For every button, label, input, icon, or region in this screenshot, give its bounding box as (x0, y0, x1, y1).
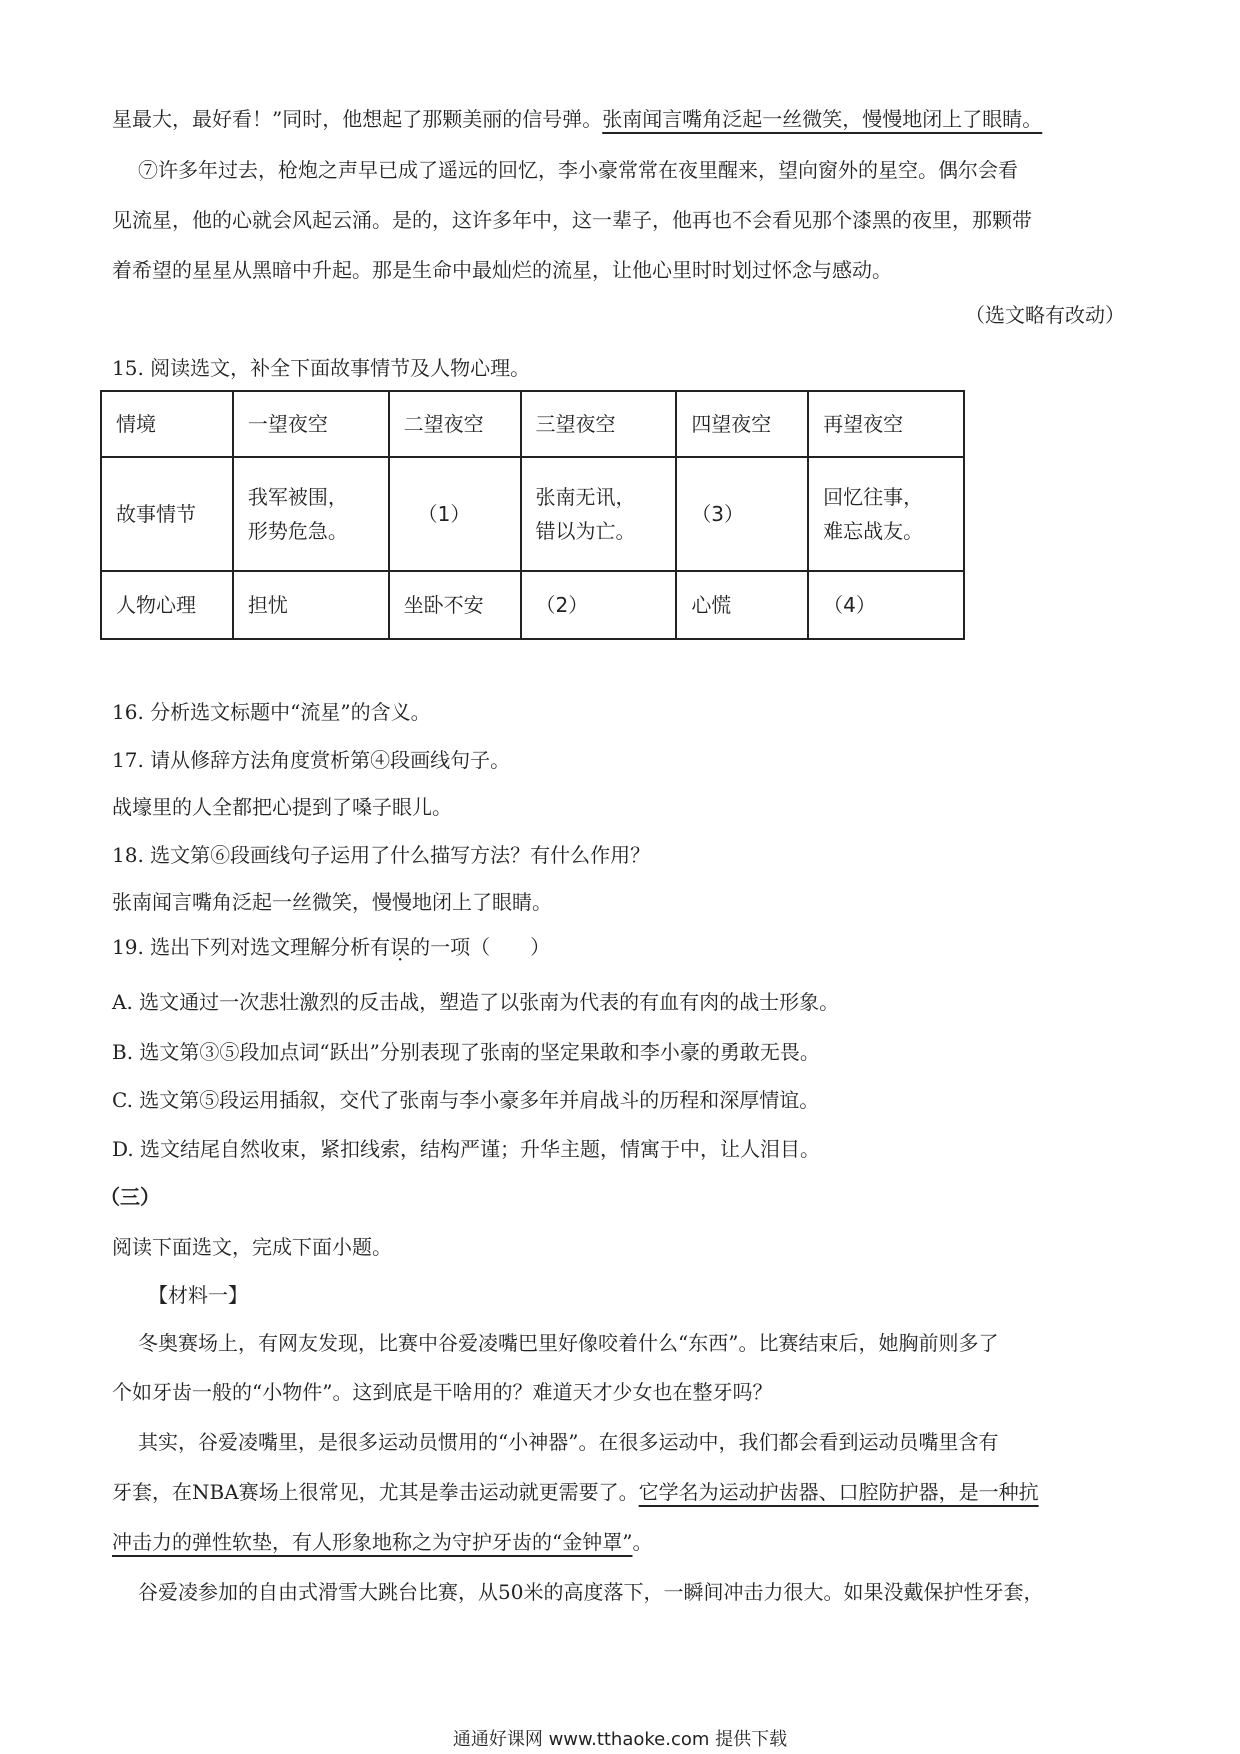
underlined-sentence: 它学名为运动护齿器、口腔防护器，是一种抗 (638, 1480, 1039, 1504)
material-paragraph-line: 冲击力的弹性软垫，有人形象地称之为守护牙齿的“金钟罩”。 (112, 1530, 653, 1554)
table-header-cell: 四望夜空 (676, 391, 808, 457)
table-cell-blank-4[interactable]: （4） (808, 571, 964, 639)
table-cell: 心慌 (676, 571, 808, 639)
underlined-sentence: 张南闻言嘴角泛起一丝微笑，慢慢地闭上了眼睛。 (602, 107, 1043, 131)
material-paragraph-line: 其实，谷爱凌嘴里，是很多运动员惯用的“小神器”。在很多运动中，我们都会看到运动员嘴里含有 (138, 1430, 999, 1454)
material-paragraph-line: 冬奥赛场上，有网友发现，比赛中谷爱凌嘴巴里好像咬着什么“东西”。比赛结束后，她胸前则多了 (138, 1331, 999, 1355)
underlined-sentence: 冲击力的弹性软垫，有人形象地称之为守护牙齿的“金钟罩” (112, 1530, 633, 1554)
material-paragraph-line: 牙套，在NBA赛场上很常见，尤其是拳击运动就更需要了。它学名为运动护齿器、口腔防护器，是一种抗 (112, 1480, 1039, 1504)
paragraph-7-line-3: 着希望的星星从黑暗中升起。那是生命中最灿烂的流星，让他心里时时划过怀念与感动。 (112, 258, 892, 282)
option-a[interactable]: A. 选文通过一次悲壮激烈的反击战，塑造了以张南为代表的有血有肉的战士形象。 (112, 990, 840, 1014)
table-header-cell: 三望夜空 (521, 391, 677, 457)
option-b[interactable]: B. 选文第③⑤段加点词“跃出”分别表现了张南的坚定果敢和李小豪的勇敢无畏。 (112, 1040, 820, 1064)
question-17-prompt: 17. 请从修辞方法角度赏析第④段画线句子。 (112, 748, 511, 772)
table-row (101, 571, 964, 639)
question-19-prompt: 19. 选出下列对选文理解分析有误的一项（ ） (112, 935, 551, 959)
table-cell-blank-1[interactable]: （1） (389, 457, 521, 571)
material-paragraph-line: 个如牙齿一般的“小物件”。这到底是干啥用的？难道天才少女也在整牙吗？ (112, 1380, 773, 1404)
table-header-cell: 一望夜空 (233, 391, 389, 457)
material-paragraph-line: 谷爱凌参加的自由式滑雪大跳台比赛，从50米的高度落下，一瞬间冲击力很大。如果没戴保护性牙套， (138, 1580, 1044, 1604)
passage-text: 星最大，最好看！”同时，他想起了那颗美丽的信号弹。 (112, 107, 603, 131)
table-cell-blank-2[interactable]: （2） (521, 571, 677, 639)
question-18-sentence: 张南闻言嘴角泛起一丝微笑，慢慢地闭上了眼睛。 (112, 890, 552, 914)
table-header-cell: 情境 (101, 391, 233, 457)
table-header-cell: 二望夜空 (389, 391, 521, 457)
table-cell: 我军被围， 形势危急。 (233, 457, 389, 571)
table-cell: 担忧 (233, 571, 389, 639)
table-cell: 坐卧不安 (389, 571, 521, 639)
material-1-label: 【材料一】 (148, 1283, 248, 1307)
table-row (101, 391, 964, 457)
option-d[interactable]: D. 选文结尾自然收束，紧扣线索，结构严谨；升华主题，情寓于中，让人泪目。 (112, 1137, 821, 1161)
paragraph-7-line-1: ⑦许多年过去，枪炮之声早已成了遥远的回忆，李小豪常常在夜里醒来，望向窗外的星空。偶尔会看 (138, 158, 1018, 182)
table-cell: 张南无讯， 错以为亡。 (521, 457, 677, 571)
plot-psychology-table (100, 390, 965, 640)
question-16-prompt: 16. 分析选文标题中“流星”的含义。 (112, 700, 431, 724)
footer-watermark: 通通好课网 www.tthaoke.com 提供下载 (452, 1729, 788, 1750)
emphasis-dot-char: 误 (390, 935, 411, 959)
question-17-sentence: 战壕里的人全都把心提到了嗓子眼儿。 (112, 795, 452, 819)
question-18-prompt: 18. 选文第⑥段画线句子运用了什么描写方法？有什么作用？ (112, 843, 651, 867)
section-3-instruction: 阅读下面选文，完成下面小题。 (112, 1235, 392, 1259)
table-cell: 人物心理 (101, 571, 233, 639)
section-3-heading: （三） (100, 1185, 160, 1209)
table-cell: 故事情节 (101, 457, 233, 571)
option-c[interactable]: C. 选文第⑤段运用插叙，交代了张南与李小豪多年并肩战斗的历程和深厚情谊。 (112, 1088, 820, 1112)
source-note: （选文略有改动） (965, 303, 1125, 327)
table-cell-blank-3[interactable]: （3） (676, 457, 808, 571)
passage-line-1 (112, 107, 1042, 131)
table-header-cell: 再望夜空 (808, 391, 964, 457)
question-15-prompt: 15. 阅读选文，补全下面故事情节及人物心理。 (112, 356, 531, 380)
table-cell: 回忆往事， 难忘战友。 (808, 457, 964, 571)
paragraph-7-line-2: 见流星，他的心就会风起云涌。是的，这许多年中，这一辈子，他再也不会看见那个漆黑的夜里，那颗带 (112, 208, 1032, 232)
table-row (101, 457, 964, 571)
